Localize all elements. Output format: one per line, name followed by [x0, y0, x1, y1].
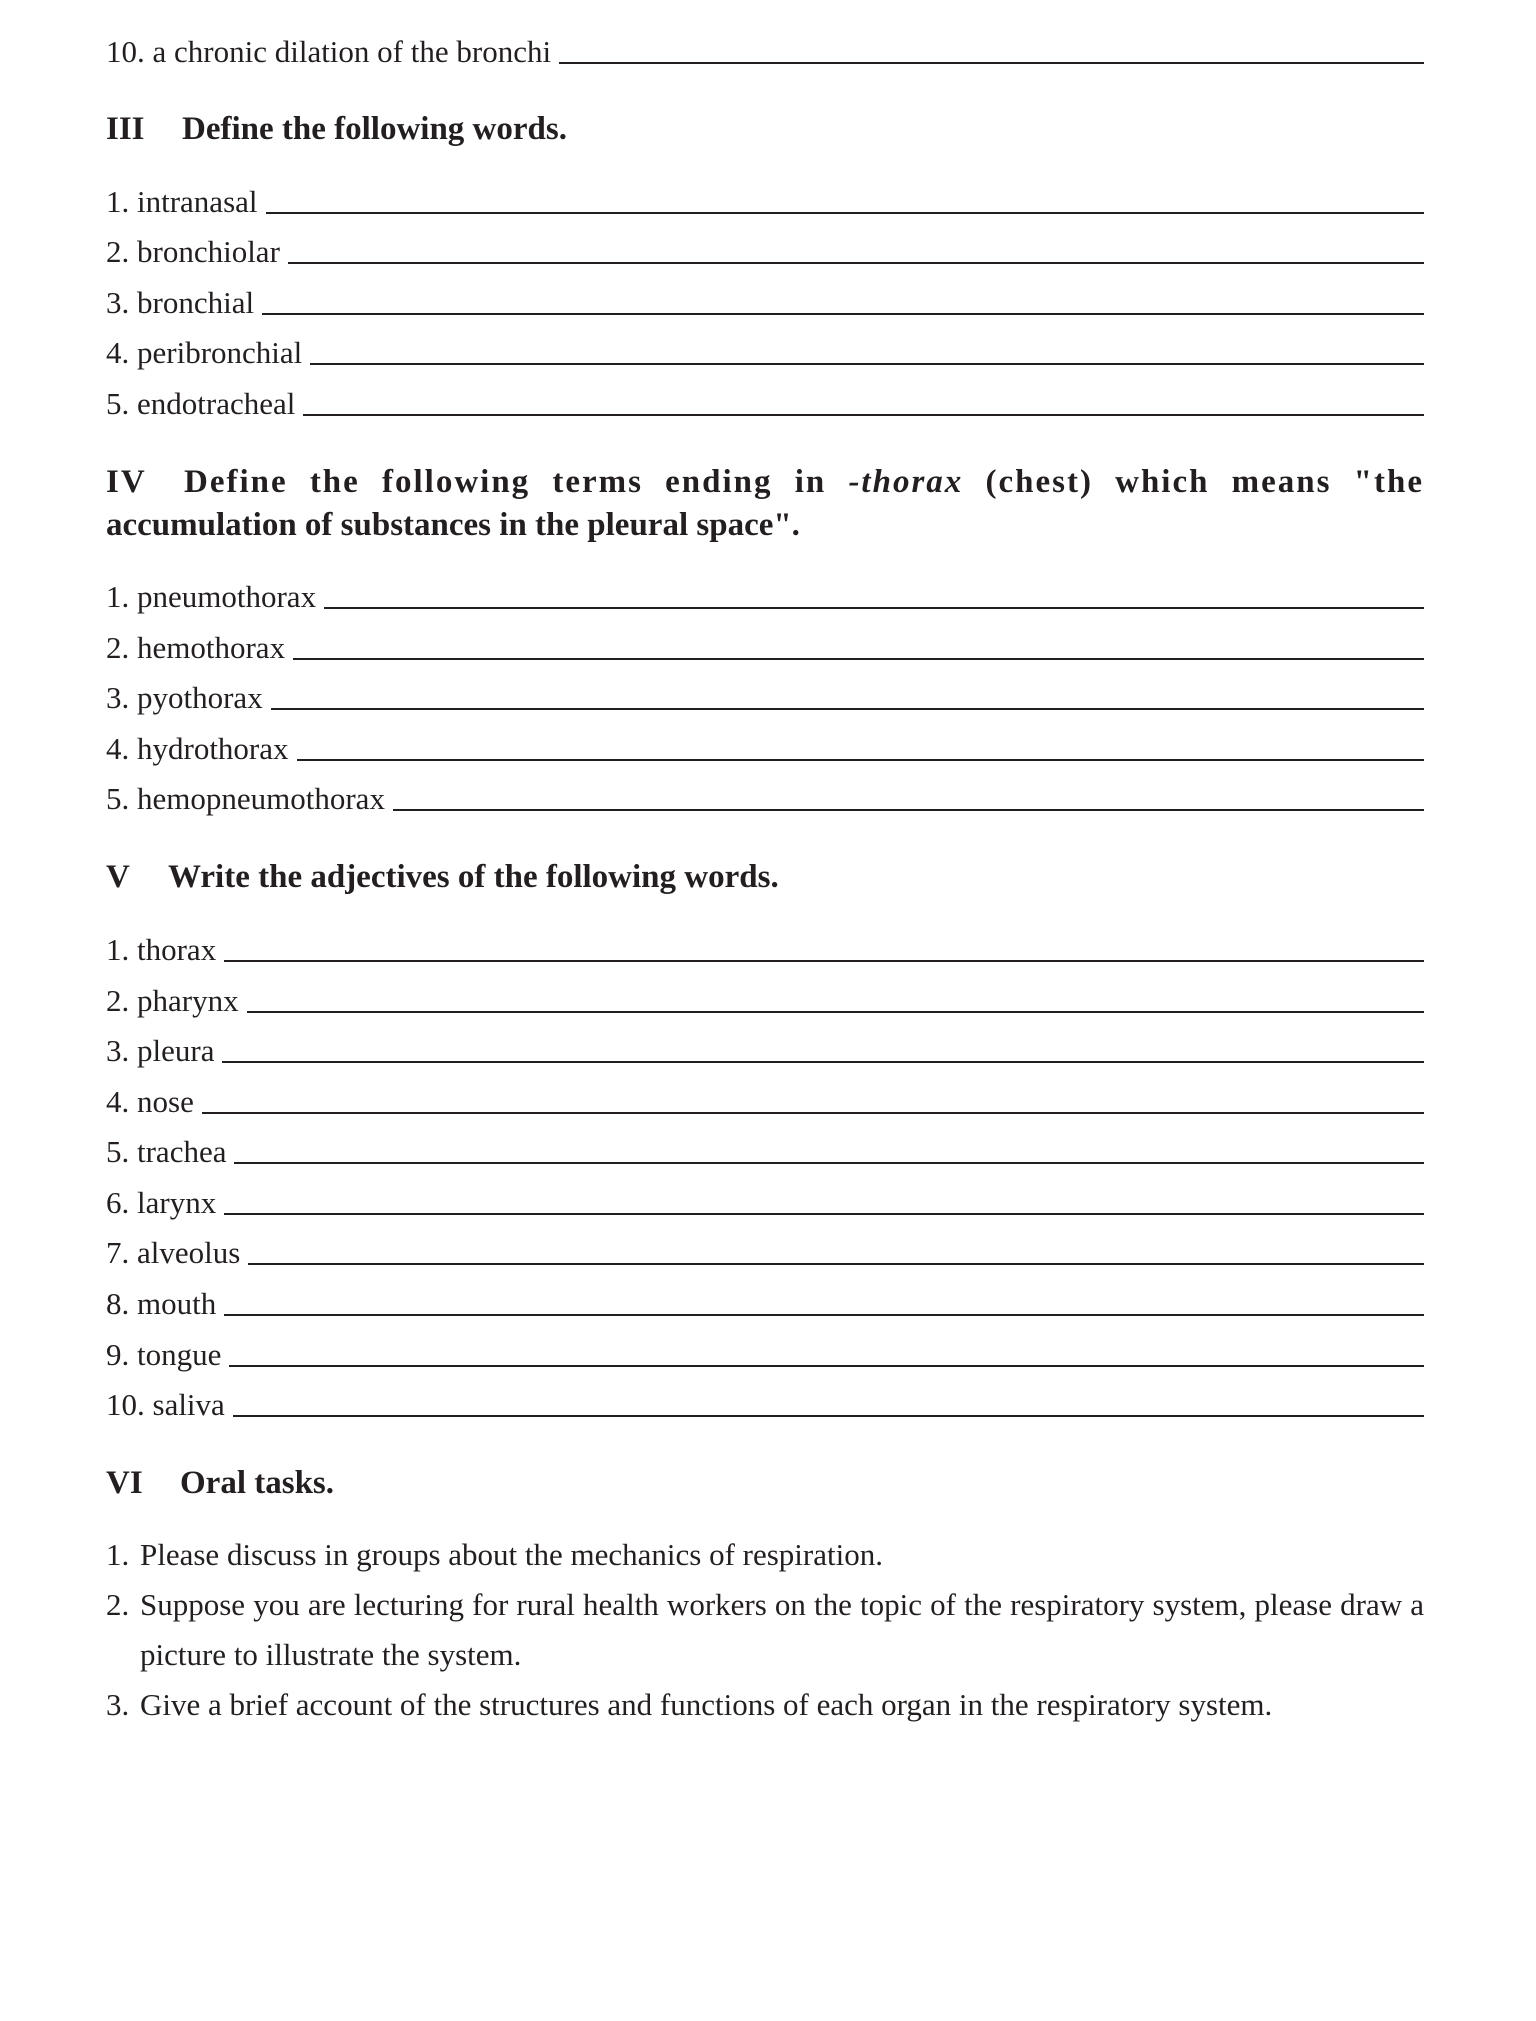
- item-label: 8. mouth: [106, 1286, 217, 1321]
- answer-line[interactable]: [303, 414, 1424, 416]
- answer-line[interactable]: [559, 62, 1424, 64]
- answer-line[interactable]: [297, 759, 1424, 761]
- sec3-item-5: [106, 382, 1424, 422]
- task-number: 3.: [106, 1687, 130, 1722]
- sec4-item-1: [106, 575, 1424, 615]
- answer-line[interactable]: [288, 262, 1424, 264]
- section-number: V: [106, 859, 130, 895]
- item-label: 2. hemothorax: [106, 630, 286, 665]
- item-label: 3. pleura: [106, 1033, 215, 1068]
- section-title-italic: -thorax: [848, 464, 964, 500]
- sec3-item-4: [106, 331, 1424, 371]
- item-label: 6. larynx: [106, 1185, 217, 1220]
- answer-line[interactable]: [293, 658, 1424, 660]
- section-title-part: Define the following terms ending in: [184, 464, 849, 500]
- item-label: 9. tongue: [106, 1337, 222, 1372]
- sec2-item-10: [106, 30, 1424, 70]
- answer-line[interactable]: [224, 1213, 1424, 1215]
- answer-line[interactable]: [271, 708, 1424, 710]
- answer-line[interactable]: [247, 1011, 1424, 1013]
- section-title: Define the following words.: [182, 111, 567, 147]
- answer-line[interactable]: [266, 212, 1424, 214]
- section-iv-heading-line2: [106, 504, 1424, 546]
- section-title-part: accumulation of substances in the pleural space".: [106, 507, 800, 543]
- section-iii-heading: [106, 108, 1424, 150]
- oral-task-2: [106, 1580, 1424, 1680]
- oral-tasks-list: [106, 1530, 1424, 1730]
- answer-line[interactable]: [234, 1162, 1424, 1164]
- section-number: III: [106, 111, 145, 147]
- sec5-item-3: [106, 1029, 1424, 1069]
- sec5-item-8: [106, 1282, 1424, 1322]
- answer-line[interactable]: [229, 1365, 1424, 1367]
- sec5-item-2: [106, 979, 1424, 1019]
- item-label: 4. peribronchial: [106, 335, 303, 370]
- sec5-item-1: [106, 928, 1424, 968]
- sec3-item-1: [106, 180, 1424, 220]
- section-number: IV: [106, 464, 147, 500]
- section-v-heading: [106, 856, 1424, 898]
- sec4-item-5: [106, 777, 1424, 817]
- task-text: Give a brief account of the structures and functions of each organ in the respiratory system.: [140, 1687, 1273, 1722]
- section-iv-heading-line1: [106, 461, 1424, 503]
- sec3-item-3: [106, 281, 1424, 321]
- item-label: 10. saliva: [106, 1387, 225, 1422]
- sec3-item-2: [106, 230, 1424, 270]
- sec4-item-2: [106, 626, 1424, 666]
- section-title: Oral tasks.: [180, 1465, 335, 1501]
- sec5-item-10: [106, 1383, 1424, 1423]
- sec5-item-7: [106, 1231, 1424, 1271]
- item-label: 10. a chronic dilation of the bronchi: [106, 34, 552, 69]
- section-number: VI: [106, 1465, 143, 1501]
- task-number: 1.: [106, 1537, 130, 1572]
- item-label: 5. endotracheal: [106, 386, 296, 421]
- answer-line[interactable]: [224, 1314, 1424, 1316]
- section-vi-heading: [106, 1462, 1424, 1504]
- sec5-item-6: [106, 1181, 1424, 1221]
- item-label: 1. thorax: [106, 932, 217, 967]
- sec5-item-9: [106, 1333, 1424, 1373]
- item-label: 2. bronchiolar: [106, 234, 280, 269]
- sec4-item-4: [106, 727, 1424, 767]
- task-number: 2.: [106, 1587, 130, 1622]
- item-label: 3. bronchial: [106, 285, 255, 320]
- item-label: 3. pyothorax: [106, 680, 263, 715]
- task-text: Suppose you are lecturing for rural health workers on the topic of the respiratory system, please draw a picture to illustrate the system.: [140, 1587, 1424, 1672]
- item-label: 5. trachea: [106, 1134, 227, 1169]
- answer-line[interactable]: [393, 809, 1424, 811]
- item-label: 7. alveolus: [106, 1235, 241, 1270]
- task-text: Please discuss in groups about the mechanics of respiration.: [140, 1537, 883, 1572]
- item-label: 5. hemopneumothorax: [106, 781, 385, 816]
- oral-task-1: [106, 1530, 1424, 1580]
- answer-line[interactable]: [310, 363, 1424, 365]
- sec4-item-3: [106, 676, 1424, 716]
- answer-line[interactable]: [324, 607, 1424, 609]
- item-label: 1. pneumothorax: [106, 579, 317, 614]
- sec5-item-4: [106, 1080, 1424, 1120]
- answer-line[interactable]: [222, 1061, 1424, 1063]
- item-label: 4. hydrothorax: [106, 731, 289, 766]
- answer-line[interactable]: [248, 1263, 1424, 1265]
- answer-line[interactable]: [262, 313, 1424, 315]
- answer-line[interactable]: [202, 1112, 1424, 1114]
- item-label: 2. pharynx: [106, 983, 239, 1018]
- oral-task-3: [106, 1680, 1424, 1730]
- item-label: 1. intranasal: [106, 184, 258, 219]
- sec5-item-5: [106, 1130, 1424, 1170]
- answer-line[interactable]: [233, 1415, 1424, 1417]
- section-title: Write the adjectives of the following words.: [168, 859, 779, 895]
- answer-line[interactable]: [224, 960, 1424, 962]
- section-title-part: (chest) which means "the: [963, 464, 1424, 500]
- item-label: 4. nose: [106, 1084, 194, 1119]
